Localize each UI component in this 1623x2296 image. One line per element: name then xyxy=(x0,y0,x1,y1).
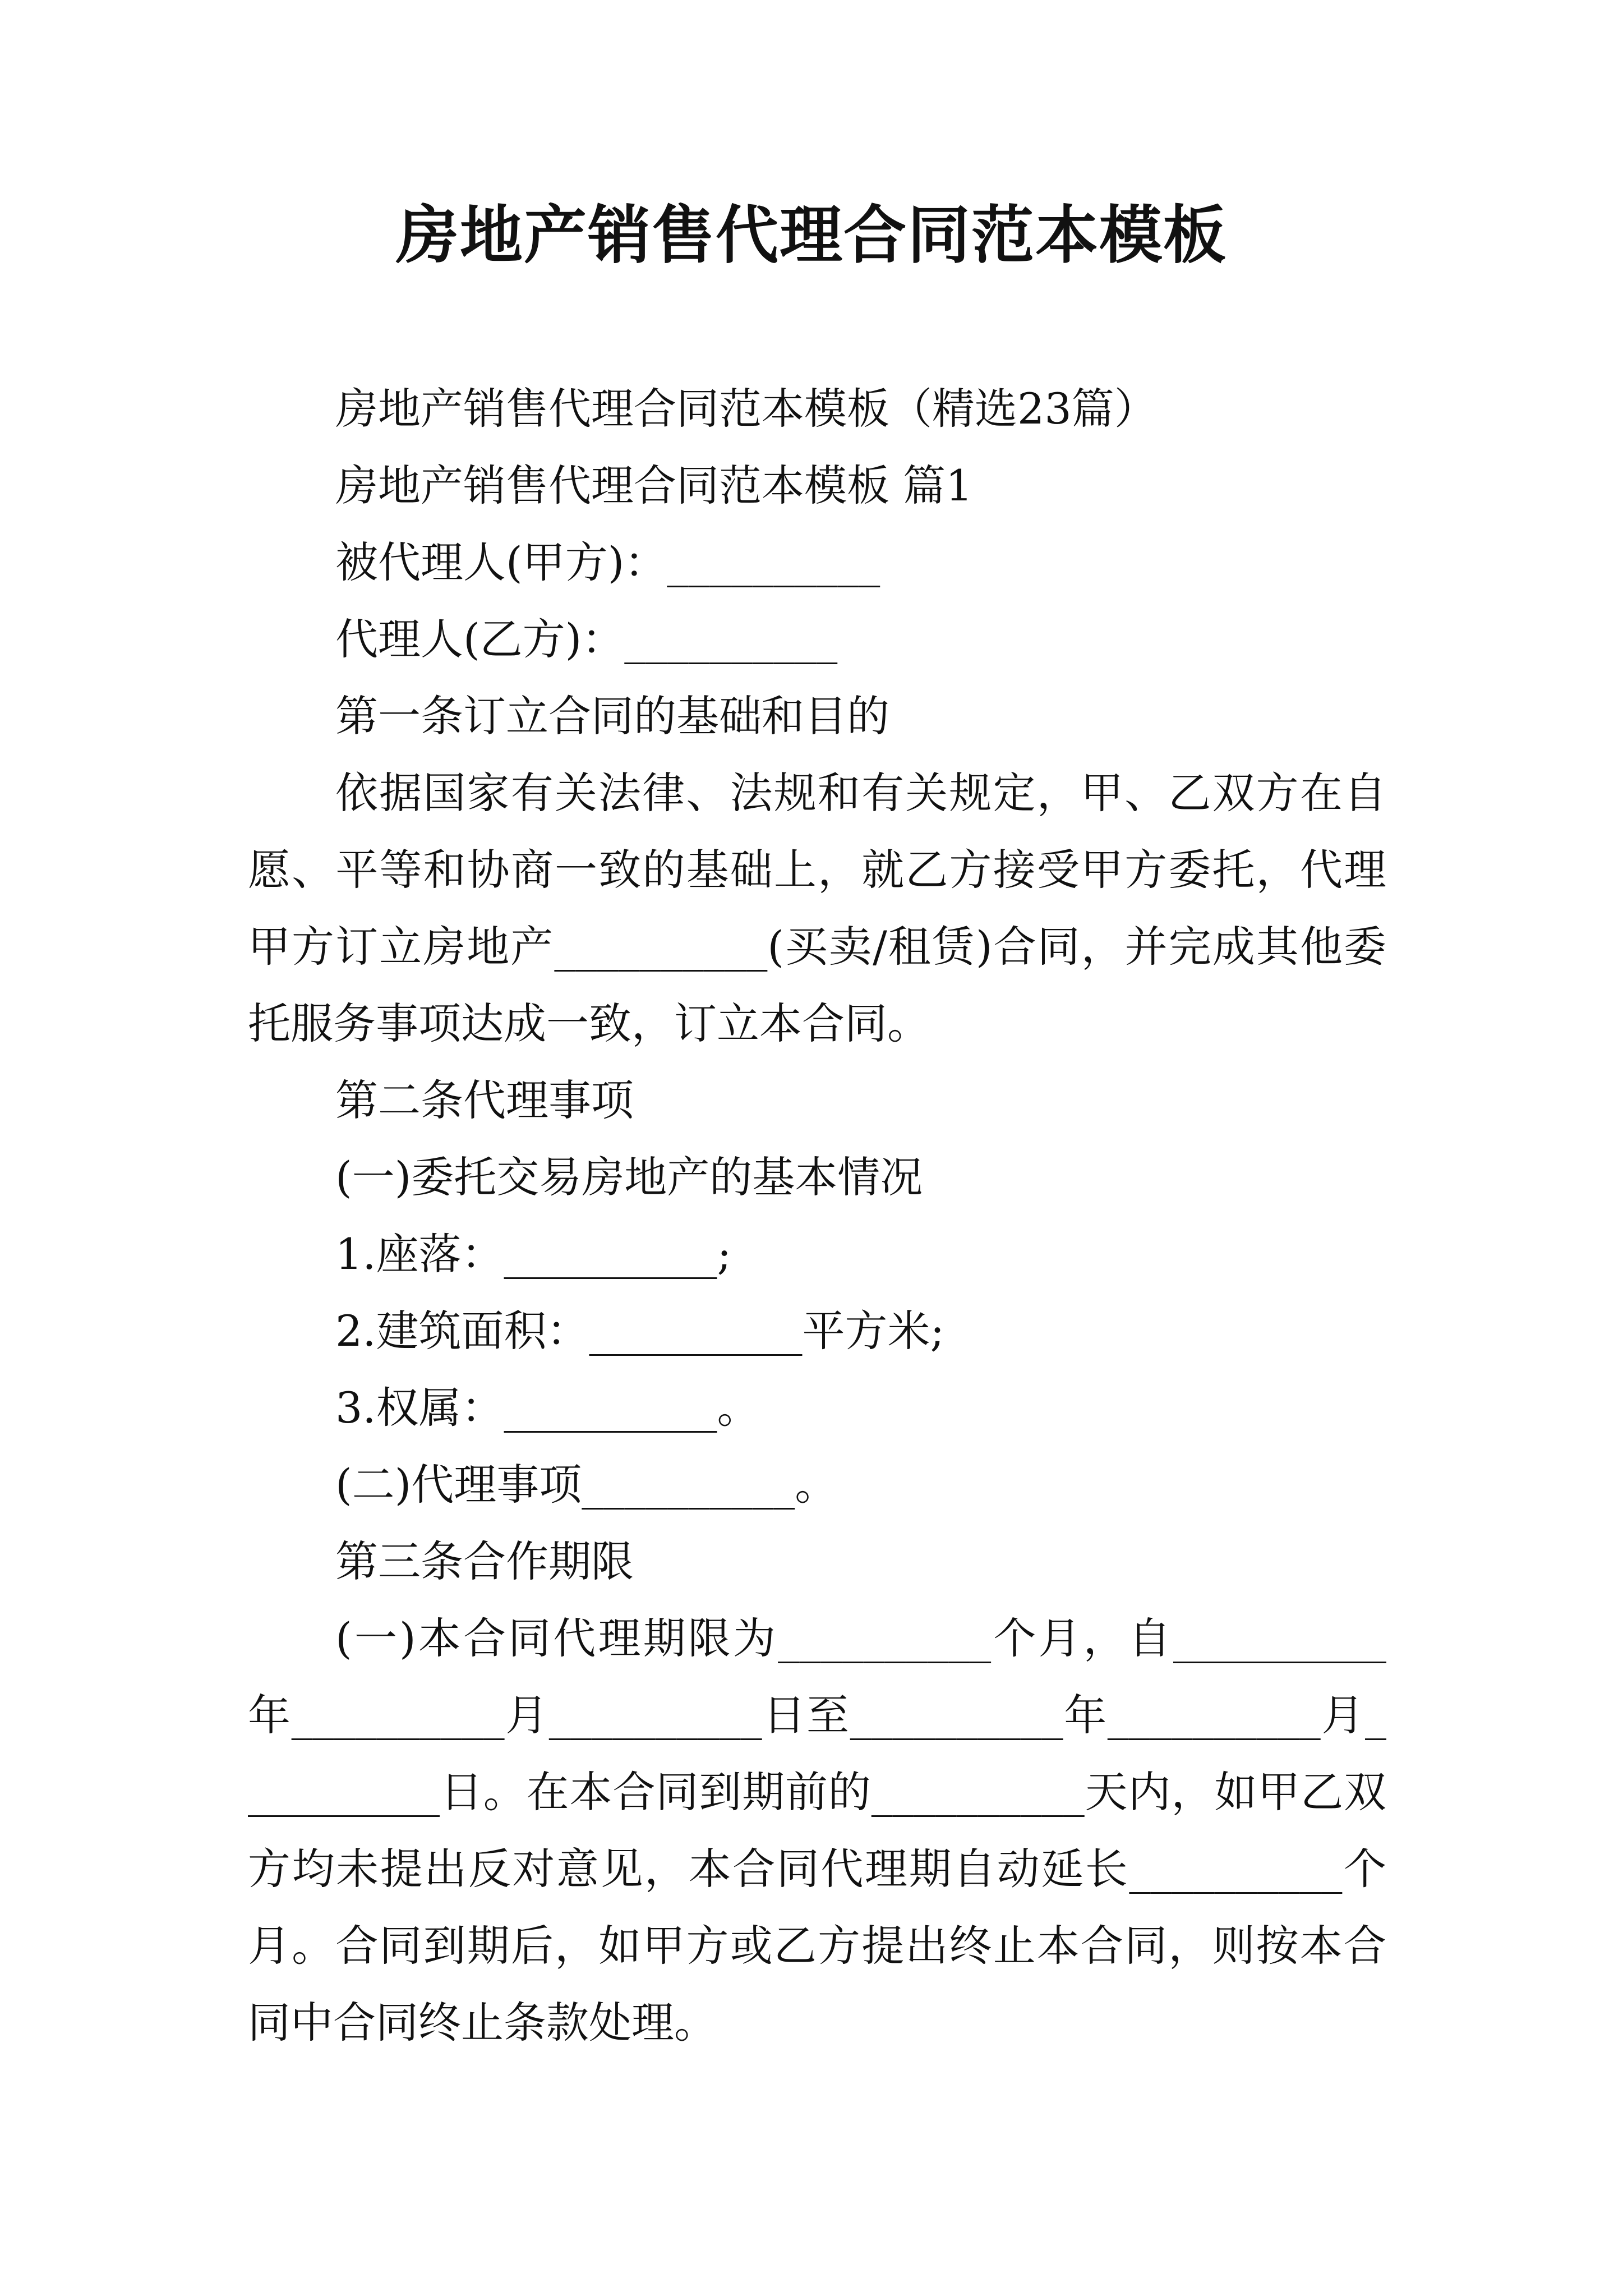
paragraph-subtitle: 房地产销售代理合同范本模板（精选23篇） xyxy=(335,384,1157,434)
paragraph-location: 1.座落：__________; xyxy=(335,1229,732,1279)
document-title: 房地产销售代理合同范本模板 xyxy=(396,199,1227,272)
paragraph-article-2-heading: 第二条代理事项 xyxy=(335,1075,634,1125)
paragraph-article-2-sub-1: (一)委托交易房地产的基本情况 xyxy=(335,1152,923,1202)
paragraph-section-heading: 房地产销售代理合同范本模板 篇1 xyxy=(335,461,973,510)
document-body xyxy=(248,370,1386,2061)
paragraph-party-b: 代理人(乙方)：__________ xyxy=(335,614,838,664)
paragraph-party-a: 被代理人(甲方)：__________ xyxy=(335,537,880,587)
paragraph-ownership: 3.权属：__________。 xyxy=(335,1383,760,1433)
paragraph-area: 2.建筑面积：__________平方米; xyxy=(335,1306,945,1356)
paragraph-article-1-body: 依据国家有关法律、法规和有关规定，甲、乙双方在自愿、平等和协商一致的基础上，就乙方接受甲方委托，代理甲方订立房地产__________(买卖/租赁)合同，并完成其他委托服务事项达成一致，订立本合同。 xyxy=(248,768,1386,1048)
paragraph-article-3-heading: 第三条合作期限 xyxy=(335,1536,634,1586)
paragraph-agency-matters: (二)代理事项__________。 xyxy=(335,1460,838,1510)
paragraph-article-3-body: (一)本合同代理期限为__________个月，自__________年__________月__________日至__________年__________月__________日。在本合同到期前的__________天内，如甲乙双方均未提出反对意见，本合同代理期自动延长__________个月。合同到期后，如甲方或乙方提出终止本合同，则按本合同中合同终止条款处理。 xyxy=(248,1613,1386,2047)
paragraph-article-1-heading: 第一条订立合同的基础和目的 xyxy=(335,691,889,741)
